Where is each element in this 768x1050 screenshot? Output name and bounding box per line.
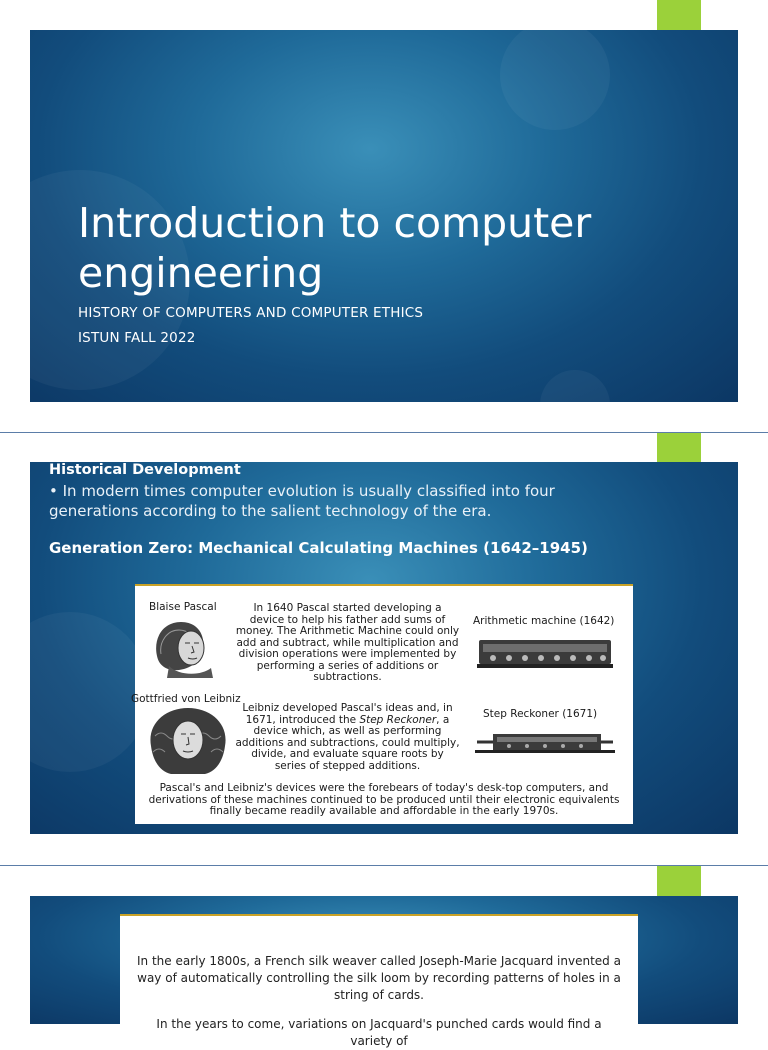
slide-divider [0, 432, 768, 433]
jacquard-paragraph-2: In the years to come, variations on Jacquard's punched cards would find a variety of [156, 1017, 602, 1048]
decor-bubble [0, 612, 150, 772]
leibniz-description-b: , a device which, as well as performing additions and subtractions, could multiply, divide, and evaluate square roots by series of stepped additions. [235, 713, 460, 772]
pascal-label: Blaise Pascal [149, 601, 217, 613]
jacquard-paragraph-1: In the early 1800s, a French silk weaver called Joseph-Marie Jacquard invented a way of automatically controlling the silk loom by recording patterns of holes in a string of cards. [137, 954, 621, 1002]
calculating-machines-figure [131, 584, 633, 824]
slide-1[interactable] [30, 30, 738, 402]
leibniz-description [235, 703, 460, 772]
leibniz-label: Gottfried von Leibniz [131, 693, 241, 705]
step-reckoner-label: Step Reckoner (1671) [483, 708, 598, 720]
pascal-portrait [149, 616, 221, 678]
slide-2[interactable] [30, 462, 738, 834]
slide-3[interactable] [30, 896, 738, 1048]
leibniz-description-a: Leibniz developed Pascal's ideas and, in 1671, introduced the [242, 702, 453, 726]
decor-bubble [500, 20, 610, 130]
slide-title [78, 198, 698, 298]
arithmetic-machine-image [477, 634, 613, 670]
step-reckoner-term: Step Reckoner [359, 713, 437, 726]
section-heading: Historical Development [49, 462, 241, 478]
decor-bubble [540, 370, 610, 440]
step-reckoner-image [475, 728, 615, 756]
leibniz-portrait [145, 706, 231, 776]
jacquard-text-panel [120, 914, 638, 1046]
slide-title-line1: Introduction to computer [78, 199, 592, 247]
bullet-text: • In modern times computer evolution is usually classified into four generations according to the salient technology of the era. [49, 482, 555, 520]
slide-subtitle-term: ISTUN FALL 2022 [78, 330, 196, 346]
slide-title-line2: engineering [78, 249, 324, 297]
devices-summary: Pascal's and Leibniz's devices were the forebears of today's desk-top computers, and derivations of these machines continued to be produced until their electronic equivalents finally became readily available and affordable in the early 1970s. [148, 782, 620, 817]
generation-heading: Generation Zero: Mechanical Calculating Machines (1642–1945) [49, 539, 588, 557]
pascal-description: In 1640 Pascal started developing a device to help his father add sums of money. The Arithmetic Machine could only add and subtract, while multiplication and division operations were implemented by performing a series of additions or subtractions. [235, 602, 460, 683]
slide-divider [0, 865, 768, 866]
slide-subtitle-course: HISTORY OF COMPUTERS AND COMPUTER ETHICS [78, 305, 424, 321]
arithmetic-machine-label: Arithmetic machine (1642) [473, 615, 615, 627]
